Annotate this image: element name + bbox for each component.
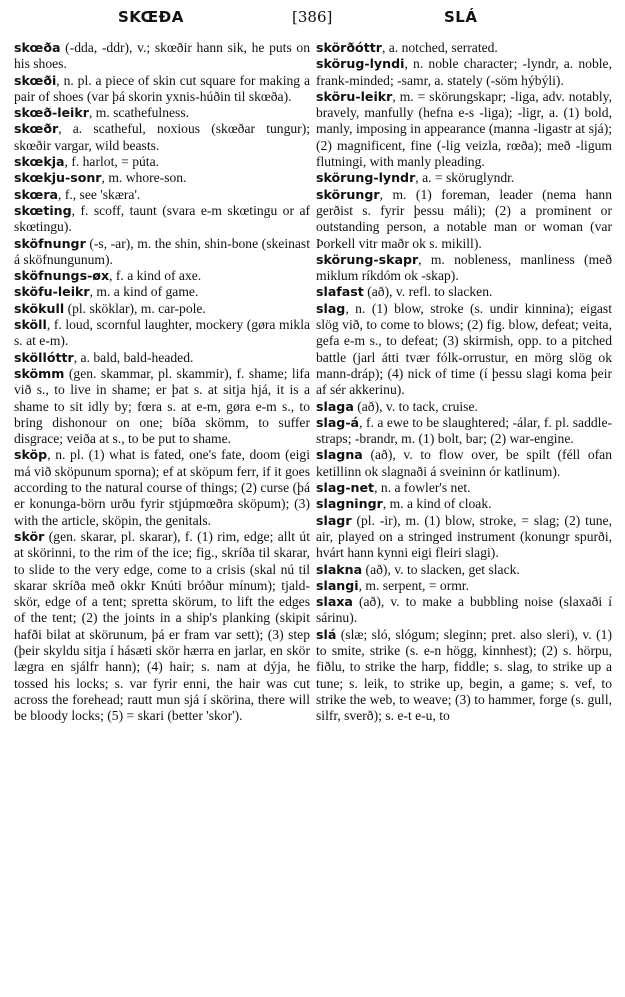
entry-headword: slakna [316,561,363,577]
entry-headword: skör [14,528,45,544]
entry-definition: , f., see 'skæra'. [58,186,141,202]
entry-definition: , f. a kind of axe. [109,268,202,284]
entry-definition: , m. scathefulness. [88,105,190,121]
dictionary-entry [14,73,310,106]
page-header [0,6,625,32]
dictionary-entry [14,187,310,203]
entry-definition: , f. loud, scornful laughter, mockery (gøra mikla s. at e-m). [14,317,310,349]
entry-definition: , n. pl. a piece of skin cut square for making a pair of shoes (var þá skorin yxnis-húðin til skœða). [14,72,310,104]
left-column [14,40,310,724]
entry-definition: (að), v. refl. to slacken. [363,284,493,300]
right-column [316,40,612,724]
dictionary-entry [316,252,612,285]
entry-definition: , m. whore-son. [101,170,187,186]
entry-headword: skœði [14,72,57,88]
dictionary-entry [14,284,310,300]
dictionary-entry [316,496,612,512]
entry-headword: sköfnungs-øx [14,268,110,284]
dictionary-entry [14,268,310,284]
entry-headword: skœkju-sonr [14,170,102,186]
entry-definition: , n. (1) blow, stroke (s. undir kinnina); eigast slög við, to come to blows; (2) fig. blow, defeat; veita, gefa e-m s., to defeat; (3) skirmish, opp. to a pitched battle (jarl átti tvær fólk-orrustur, en mörg slög ok mann-dráp); (4) nick of time (í þessu slagi koma þeir af sér akkerinu). [316,300,612,398]
entry-definition: , f. scoff, taunt (svara e-m skœtingu or af skœtingu). [14,202,310,235]
dictionary-entry [14,236,310,269]
entry-headword: slangi [316,577,359,593]
entry-headword: skœð-leikr [14,105,89,121]
dictionary-entry [14,350,310,366]
entry-definition: (pl. sköklar), m. car-pole. [64,300,206,316]
dictionary-entry [316,513,612,562]
entry-definition: , a. bald, bald-headed. [73,349,194,365]
entry-headword: slagr [316,512,352,528]
dictionary-entry [316,187,612,252]
entry-definition: (-s, -ar), m. the shin, shin-bone (skeinast á sköfnungunum). [14,235,310,267]
entry-definition: (að), v. to slacken, get slack. [362,561,520,577]
entry-headword: slaga [316,398,354,414]
dictionary-entry [316,578,612,594]
entry-headword: skœra [14,186,59,202]
dictionary-entry [14,170,310,186]
dictionary-entry [316,40,612,56]
dictionary-entry [316,480,612,496]
entry-definition: , m. a kind of cloak. [382,496,492,512]
entry-definition: , n. pl. (1) what is fated, one's fate, doom (eigi má við sköpunum sporna); ef at sköpum ferr, if it goes according to the natural course of things; (2) curse (þá er konunga-börn urðu fyrir stjúpmœðra sköpum); (3) with the article, sköpin, the genitals. [14,447,310,528]
entry-definition: , a. = sköruglyndr. [415,170,515,186]
entry-definition: , m. (1) foreman, leader (nema hann gerðist s. fyrir þessu máli); (2) a prominent or outstanding person, a notable man or woman (var Þorkell vitr maðr ok s. mikill). [316,186,612,251]
entry-headword: sköll [14,317,47,333]
dictionary-entry [14,40,310,73]
entry-definition: , m. = skörungskapr; -liga, adv. notably, bravely, manfully (hefna e-s -liga); -ligr, a. (1) bold, manly, imposing in appearance (manna -ligastr at sjá); (2) magnificent, fine (-lig veizla, rœða); með -ligum flutningi, with manly pleading. [316,88,612,170]
entry-headword: sköfu-leikr [14,284,90,300]
entry-definition: , m. a kind of game. [89,284,199,300]
dictionary-entry [14,301,310,317]
entry-headword: slagningr [316,496,383,512]
entry-definition: (að), v. to tack, cruise. [353,398,478,414]
dictionary-entry [316,415,612,448]
entry-headword: skörug-lyndi [316,56,405,72]
entry-definition: (gen. skammar, pl. skammir), f. shame; lifa við s., to live in shame; er þat s. at sitja hjá, it is a shame to sit idly by; fœra s. at e-m, gøra e-m s., to bring dishonour on one; bíða skömm, to suffer disgrace; veiða at s., to be put to shame. [14,365,310,447]
entry-headword: skökull [14,300,65,316]
entry-headword: skœðr [14,121,59,137]
entry-headword: slag-net [316,480,375,496]
dictionary-entry [316,56,612,89]
entry-headword: slag [316,300,346,316]
entry-definition: (slæ; sló, slógum; sleginn; pret. also sleri), v. (1) to smite, strike (s. e-n högg, kinnhest); (2) s. hörpu, fiðlu, to strike the harp, fiddle; s. slag, to strike up a tune; s. leik, to strike up, begin, a game; s. vef, to strike the web, to weave; (3) to hammer, forge (s. gull, silfr, sverð); s. e-t e-u, to [316,626,612,724]
dictionary-entry [316,89,612,170]
dictionary-entry [14,121,310,154]
entry-definition: , m. serpent, = ormr. [358,577,469,593]
dictionary-entry [14,203,310,236]
dictionary-entry [316,170,612,186]
entry-headword: slá [316,626,337,642]
entry-definition: , a. notched, serrated. [381,40,498,55]
dictionary-entry [316,447,612,480]
entry-headword: sköru-leikr [316,88,393,104]
entry-headword: sköp [14,447,48,463]
header-right-guideword: SLÁ [444,8,478,26]
entry-headword: sköfnungr [14,235,86,251]
dictionary-entry [316,594,612,627]
entry-definition: , f. a ewe to be slaughtered; -álar, f. pl. saddle-straps; -brandr, m. (1) bolt, bar; (2) war-engine. [316,414,612,447]
page-number: [386] [292,8,333,26]
entry-headword: skœting [14,202,72,218]
entry-definition: , a. scatheful, noxious (skœðar tungur); skœðir vargar, wild beasts. [14,121,310,153]
entry-definition: , n. a fowler's net. [374,480,471,496]
entry-headword: skœða [14,40,61,55]
header-left-guideword: SKŒÐA [118,8,184,26]
entry-definition: (gen. skarar, pl. skarar), f. (1) rim, edge; allt út at skörinni, to the rim of the ice; fig., skríða til skarar, to slide to the very edge, come to a crisis (skal nú til skarar skríða með okkr Knúti bróður mínum); tjald-skör, edge of a tent; spretta skörum, to lift the edges of the tent; (2) the joints in a ship's planking (skipit hafði bilat at skörunum, þá er fram var sett); (3) step (þeir skyldu sitja í hásæti skör hærra en jarlar, en skör lægra en sjálfr hann); (4) hair; s. nam at dýja, he tossed his locks; s. var fyrir enni, the hair was cut across the forehead; rautt mun sjá í skörina, there will be bloody locks; (5) = skari (better 'skor'). [14,528,310,724]
entry-headword: slagna [316,447,363,463]
dictionary-entry [14,105,310,121]
dictionary-entry [14,317,310,350]
dictionary-entry [316,399,612,415]
entry-headword: sköllóttr [14,349,74,365]
entry-definition: (pl. -ir), m. (1) blow, stroke, = slag; (2) tune, air, played on a stringed instrument (konungr spurði, hvárt hann kynni eigi fleiri slagi). [316,512,612,561]
dictionary-entry [14,447,310,528]
entry-headword: slag-á [316,414,360,430]
entry-headword: skömm [14,365,65,381]
dictionary-entry [14,366,310,447]
entry-definition: (að), v. to flow over, be spilt (féll ofan ketillinn ok slagnaði á sveininn ór katlinum). [316,447,612,479]
entry-definition: , m. nobleness, manliness (með miklum ríkdóm ok -skap). [316,251,612,284]
entry-headword: skörungr [316,186,380,202]
entry-headword: slafast [316,284,364,300]
dictionary-entry [316,284,612,300]
dictionary-entry [316,562,612,578]
entry-headword: skörung-lyndr [316,170,416,186]
entry-headword: skœkja [14,154,65,170]
entry-headword: skörung-skapr [316,251,419,267]
entry-definition: (að), v. to make a bubbling noise (slaxaði í sárinu). [316,594,612,626]
dictionary-entry [14,154,310,170]
entry-headword: slaxa [316,594,353,610]
dictionary-entry [316,627,612,725]
dictionary-entry [14,529,310,725]
entry-definition: , f. harlot, = púta. [64,154,160,170]
entry-headword: skörðóttr [316,40,382,55]
entry-definition: , n. noble character; -lyndr, a. noble, frank-minded; -samr, a. stately (-söm hýbýli). [316,56,612,88]
dictionary-entry [316,301,612,399]
entry-definition: (-dda, -ddr), v.; skœðir hann sik, he puts on his shoes. [14,40,310,72]
